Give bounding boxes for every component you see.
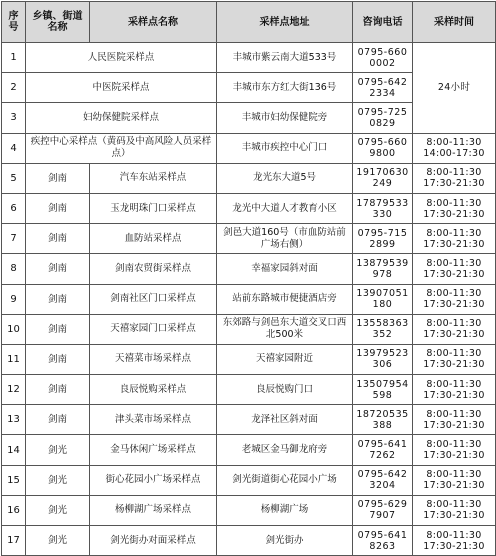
- town-name: 剑南: [26, 163, 90, 193]
- row-number: 16: [2, 495, 26, 525]
- table-row: [2, 526, 496, 556]
- phone-number: 0795-7250829: [353, 103, 413, 133]
- row-number: 10: [2, 314, 26, 344]
- town-name: 剑南: [26, 375, 90, 405]
- sampling-time: 8:00-11:30 17:30-21:30: [413, 344, 496, 374]
- site-name: 妇幼保健院采样点: [26, 103, 217, 133]
- phone-number: 13558363352: [353, 314, 413, 344]
- site-name: 剑南社区门口采样点: [90, 284, 217, 314]
- row-number: 9: [2, 284, 26, 314]
- site-address: 丰城市妇幼保健院旁: [217, 103, 353, 133]
- phone-number: 0795-6600002: [353, 43, 413, 73]
- sampling-time: 8:00-11:30 17:30-21:30: [413, 254, 496, 284]
- town-name: 剑光: [26, 435, 90, 465]
- phone-number: 13907051180: [353, 284, 413, 314]
- town-name: 剑南: [26, 314, 90, 344]
- site-name: 疾控中心采样点（黄码及中高风险人员采样点）: [26, 133, 217, 163]
- sampling-time: 8:00-11:30 17:30-21:30: [413, 163, 496, 193]
- site-name: 天禧菜市场采样点: [90, 344, 217, 374]
- site-name: 良辰悦购采样点: [90, 375, 217, 405]
- row-number: 1: [2, 43, 26, 73]
- town-name: 剑南: [26, 254, 90, 284]
- row-number: 8: [2, 254, 26, 284]
- site-address: 丰城市东方红大街136号: [217, 73, 353, 103]
- header-phone: 咨询电话: [353, 2, 413, 43]
- site-name: 玉龙明珠门口采样点: [90, 193, 217, 223]
- row-number: 12: [2, 375, 26, 405]
- table-row: [2, 284, 496, 314]
- row-number: 14: [2, 435, 26, 465]
- site-name: 杨柳湖广场采样点: [90, 495, 217, 525]
- table-row: [2, 435, 496, 465]
- sampling-time-24h: 24小时: [413, 43, 496, 134]
- row-number: 13: [2, 405, 26, 435]
- header-time: 采样时间: [413, 2, 496, 43]
- sampling-time: 8:00-11:30 17:30-21:30: [413, 314, 496, 344]
- town-name: 剑南: [26, 193, 90, 223]
- town-name: 剑南: [26, 405, 90, 435]
- table-body: [2, 43, 496, 556]
- row-number: 11: [2, 344, 26, 374]
- sampling-time: 8:00-11:30 17:30-21:30: [413, 193, 496, 223]
- site-name: 剑南农贸街采样点: [90, 254, 217, 284]
- sampling-time: 8:00-11:30 17:30-21:30: [413, 435, 496, 465]
- site-address: 龙光东大道5号: [217, 163, 353, 193]
- row-number: 5: [2, 163, 26, 193]
- header-addr: 采样点地址: [217, 2, 353, 43]
- sampling-time: 8:00-11:30 17:30-21:30: [413, 284, 496, 314]
- phone-number: 0795-6422334: [353, 73, 413, 103]
- table-row: [2, 465, 496, 495]
- site-address: 老城区金马御龙府旁: [217, 435, 353, 465]
- town-name: 剑南: [26, 224, 90, 254]
- site-address: 龙泽社区斜对面: [217, 405, 353, 435]
- table-row: [2, 254, 496, 284]
- site-address: 剑邑大道160号（市血防站前广场右侧）: [217, 224, 353, 254]
- phone-number: 18720535388: [353, 405, 413, 435]
- sampling-sites-table: [1, 1, 496, 556]
- phone-number: 13879539978: [353, 254, 413, 284]
- row-number: 6: [2, 193, 26, 223]
- phone-number: 13507954598: [353, 375, 413, 405]
- header-town: 乡镇、街道名称: [26, 2, 90, 43]
- phone-number: 0795-6609800: [353, 133, 413, 163]
- phone-number: 0795-6418263: [353, 526, 413, 556]
- phone-number: 0795-6423204: [353, 465, 413, 495]
- site-address: 丰城市疾控中心门口: [217, 133, 353, 163]
- table-row: [2, 405, 496, 435]
- sampling-time: 8:00-11:30 17:30-21:30: [413, 465, 496, 495]
- site-name: 津头菜市场采样点: [90, 405, 217, 435]
- row-number: 4: [2, 133, 26, 163]
- table-row: [2, 193, 496, 223]
- site-address: 龙光中大道人才教育小区: [217, 193, 353, 223]
- row-number: 15: [2, 465, 26, 495]
- site-name: 血防站采样点: [90, 224, 217, 254]
- sampling-time: 8:00-11:30 17:30-21:30: [413, 224, 496, 254]
- town-name: 剑光: [26, 495, 90, 525]
- site-address: 幸福家园斜对面: [217, 254, 353, 284]
- sampling-time: 8:00-11:30 17:30-21:30: [413, 375, 496, 405]
- table-row: [2, 224, 496, 254]
- site-name: 天禧家园门口采样点: [90, 314, 217, 344]
- sampling-time: 8:00-11:30 14:00-17:30: [413, 133, 496, 163]
- row-number: 3: [2, 103, 26, 133]
- site-name: 中医院采样点: [26, 73, 217, 103]
- site-name: 剑光街办对面采样点: [90, 526, 217, 556]
- site-address: 杨柳湖广场: [217, 495, 353, 525]
- sampling-time: 8:00-11:30 17:30-21:30: [413, 495, 496, 525]
- town-name: 剑南: [26, 344, 90, 374]
- sampling-time: 8:00-11:30 17:30-21:30: [413, 526, 496, 556]
- header-name: 采样点名称: [90, 2, 217, 43]
- phone-number: 0795-6297907: [353, 495, 413, 525]
- site-name: 汽车东站采样点: [90, 163, 217, 193]
- phone-number: 0795-7152899: [353, 224, 413, 254]
- site-address: 丰城市紫云南大道533号: [217, 43, 353, 73]
- table-row: [2, 43, 496, 73]
- table-row: [2, 133, 496, 163]
- site-address: 良辰悦购门口: [217, 375, 353, 405]
- town-name: 剑光: [26, 526, 90, 556]
- site-name: 人民医院采样点: [26, 43, 217, 73]
- phone-number: 17879533330: [353, 193, 413, 223]
- header-no: 序号: [2, 2, 26, 43]
- row-number: 2: [2, 73, 26, 103]
- site-address: 剑光街道街心花园小广场: [217, 465, 353, 495]
- row-number: 7: [2, 224, 26, 254]
- site-address: 天禧家园附近: [217, 344, 353, 374]
- table-row: [2, 375, 496, 405]
- table-row: [2, 314, 496, 344]
- row-number: 17: [2, 526, 26, 556]
- town-name: 剑南: [26, 284, 90, 314]
- phone-number: 0795-6417262: [353, 435, 413, 465]
- site-name: 街心花园小广场采样点: [90, 465, 217, 495]
- table-row: [2, 495, 496, 525]
- table-row: [2, 344, 496, 374]
- table-row: [2, 163, 496, 193]
- town-name: 剑光: [26, 465, 90, 495]
- site-address: 剑光街办: [217, 526, 353, 556]
- site-name: 金马休闲广场采样点: [90, 435, 217, 465]
- sampling-time: 8:00-11:30 17:30-21:30: [413, 405, 496, 435]
- phone-number: 19170630249: [353, 163, 413, 193]
- site-address: 东郊路与剑邑东大道交叉口西北500米: [217, 314, 353, 344]
- phone-number: 13979523306: [353, 344, 413, 374]
- header-row: [2, 2, 496, 43]
- site-address: 站前东路城市便捷酒店旁: [217, 284, 353, 314]
